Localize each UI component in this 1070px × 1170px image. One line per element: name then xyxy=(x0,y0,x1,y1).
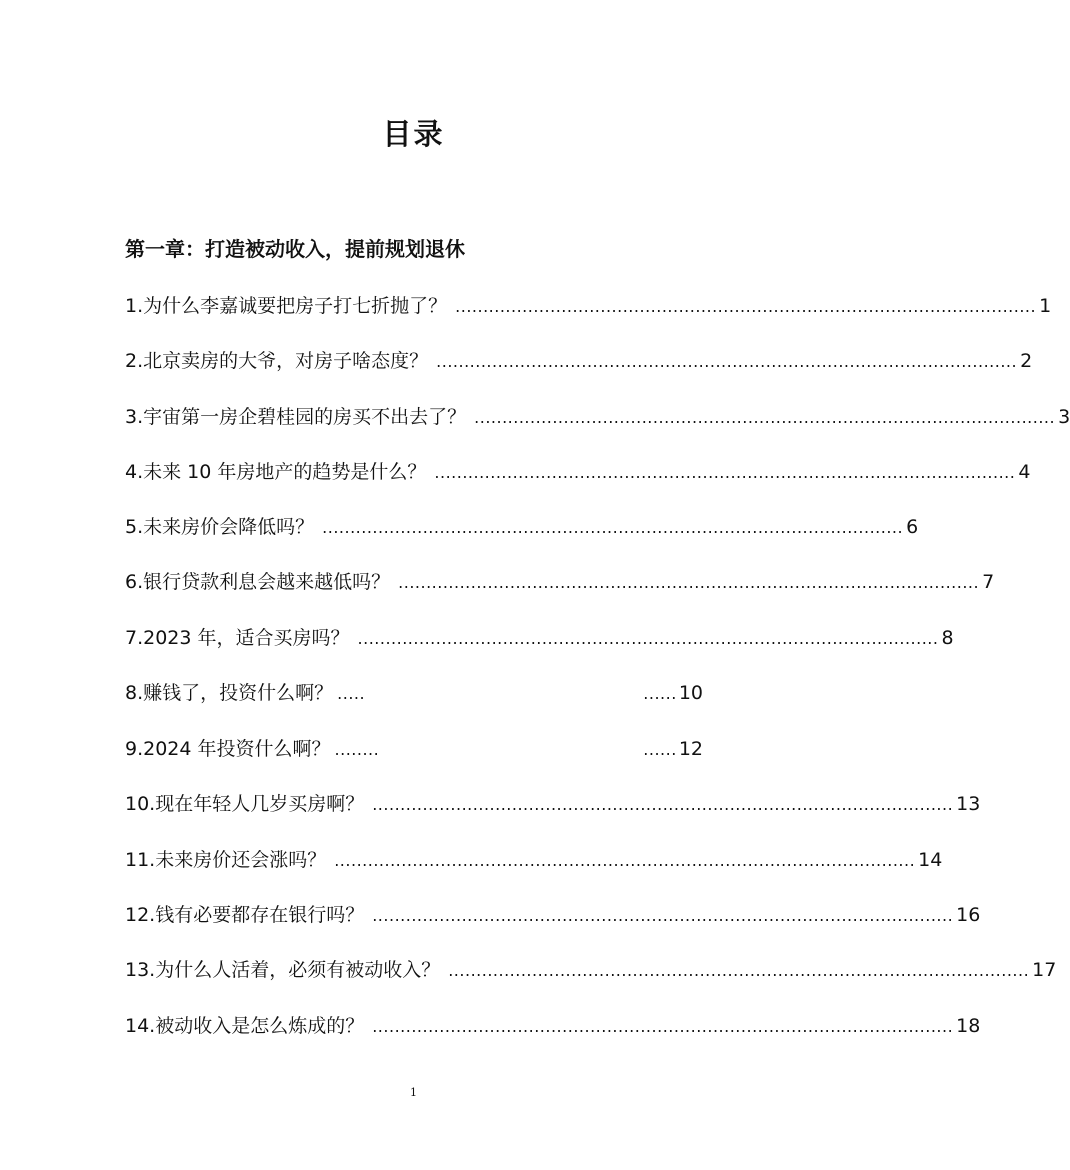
toc-entry[interactable] xyxy=(125,291,1052,321)
dot-leader: ........................................................................................................ xyxy=(455,297,1037,316)
dot-leader: ........................................................................................................ xyxy=(398,573,980,592)
dot-leader: ........................................................................................................ xyxy=(357,629,939,648)
toc-entry-label: 8.赚钱了，投资什么啊？ xyxy=(125,682,334,704)
toc-entry-label: 10.现在年轻人几岁买房啊？ xyxy=(125,793,365,815)
dot-leader: ........................................................................................................ xyxy=(474,408,1056,427)
toc-entry-label: 2.北京卖房的大爷，对房子啥态度？ xyxy=(125,350,429,372)
dot-leader: ...... xyxy=(643,740,677,759)
toc-entry-page: 14 xyxy=(918,849,943,871)
toc-entry-page: 12 xyxy=(678,738,703,760)
dot-leader: ..... xyxy=(337,684,366,703)
toc-entry-page: 1 xyxy=(1039,295,1052,317)
page-number: 1 xyxy=(410,1086,417,1099)
toc-entry-label: 12.钱有必要都存在银行吗？ xyxy=(125,904,365,926)
toc-entry-page: 2 xyxy=(1020,350,1033,372)
toc-entry[interactable] xyxy=(125,567,995,597)
toc-entry[interactable] xyxy=(125,789,981,819)
dot-leader: ...... xyxy=(643,684,677,703)
toc-entry[interactable] xyxy=(125,845,943,875)
dot-leader: ........................................................................................................ xyxy=(434,463,1016,482)
dot-leader: ........................................................................................................ xyxy=(436,352,1018,371)
toc-entry-page: 17 xyxy=(1032,959,1057,981)
toc-entry[interactable] xyxy=(125,346,1033,376)
toc-entry-page: 18 xyxy=(956,1015,981,1037)
toc-entry[interactable] xyxy=(125,1011,981,1041)
toc-entry[interactable] xyxy=(125,402,1070,432)
dot-leader: ........................................................................................................ xyxy=(448,961,1030,980)
toc-entry[interactable] xyxy=(125,512,919,542)
toc-entry-label: 6.银行贷款利息会越来越低吗？ xyxy=(125,571,391,593)
toc-entry-page: 3 xyxy=(1058,406,1070,428)
toc-entry-label: 3.宇宙第一房企碧桂园的房买不出去了？ xyxy=(125,406,467,428)
toc-entry[interactable] xyxy=(125,900,981,930)
dot-leader: ........ xyxy=(334,740,380,759)
toc-entry-page: 13 xyxy=(956,793,981,815)
toc-title: 目录 xyxy=(382,117,445,151)
toc-entry[interactable] xyxy=(125,457,1031,487)
dot-leader: ........................................................................................................ xyxy=(372,795,954,814)
toc-entry[interactable] xyxy=(125,623,954,653)
toc-entry[interactable] xyxy=(125,734,703,764)
toc-entry-label: 9.2024 年投资什么啊？ xyxy=(125,738,331,760)
toc-entry-label: 11.未来房价还会涨吗？ xyxy=(125,849,327,871)
toc-entry-page: 4 xyxy=(1018,461,1031,483)
toc-entry[interactable] xyxy=(125,678,703,708)
toc-entry-page: 7 xyxy=(982,571,995,593)
toc-entry-label: 5.未来房价会降低吗？ xyxy=(125,516,315,538)
chapter-heading: 第一章：打造被动收入，提前规划退休 xyxy=(125,237,465,261)
dot-leader: ........................................................................................................ xyxy=(372,906,954,925)
toc-entry-page: 8 xyxy=(941,627,954,649)
toc-entry-label: 14.被动收入是怎么炼成的？ xyxy=(125,1015,365,1037)
dot-leader: ........................................................................................................ xyxy=(372,1017,954,1036)
toc-entry-page: 16 xyxy=(956,904,981,926)
dot-leader: ........................................................................................................ xyxy=(334,851,916,870)
toc-entry-label: 1.为什么李嘉诚要把房子打七折抛了？ xyxy=(125,295,448,317)
dot-leader: ........................................................................................................ xyxy=(322,518,904,537)
toc-entry-label: 4.未来 10 年房地产的趋势是什么？ xyxy=(125,461,427,483)
toc-entry-label: 7.2023 年，适合买房吗？ xyxy=(125,627,350,649)
toc-entry-label: 13.为什么人活着，必须有被动收入？ xyxy=(125,959,441,981)
toc-entry-page: 6 xyxy=(906,516,919,538)
toc-entry[interactable] xyxy=(125,955,1057,985)
toc-entry-page: 10 xyxy=(678,682,703,704)
